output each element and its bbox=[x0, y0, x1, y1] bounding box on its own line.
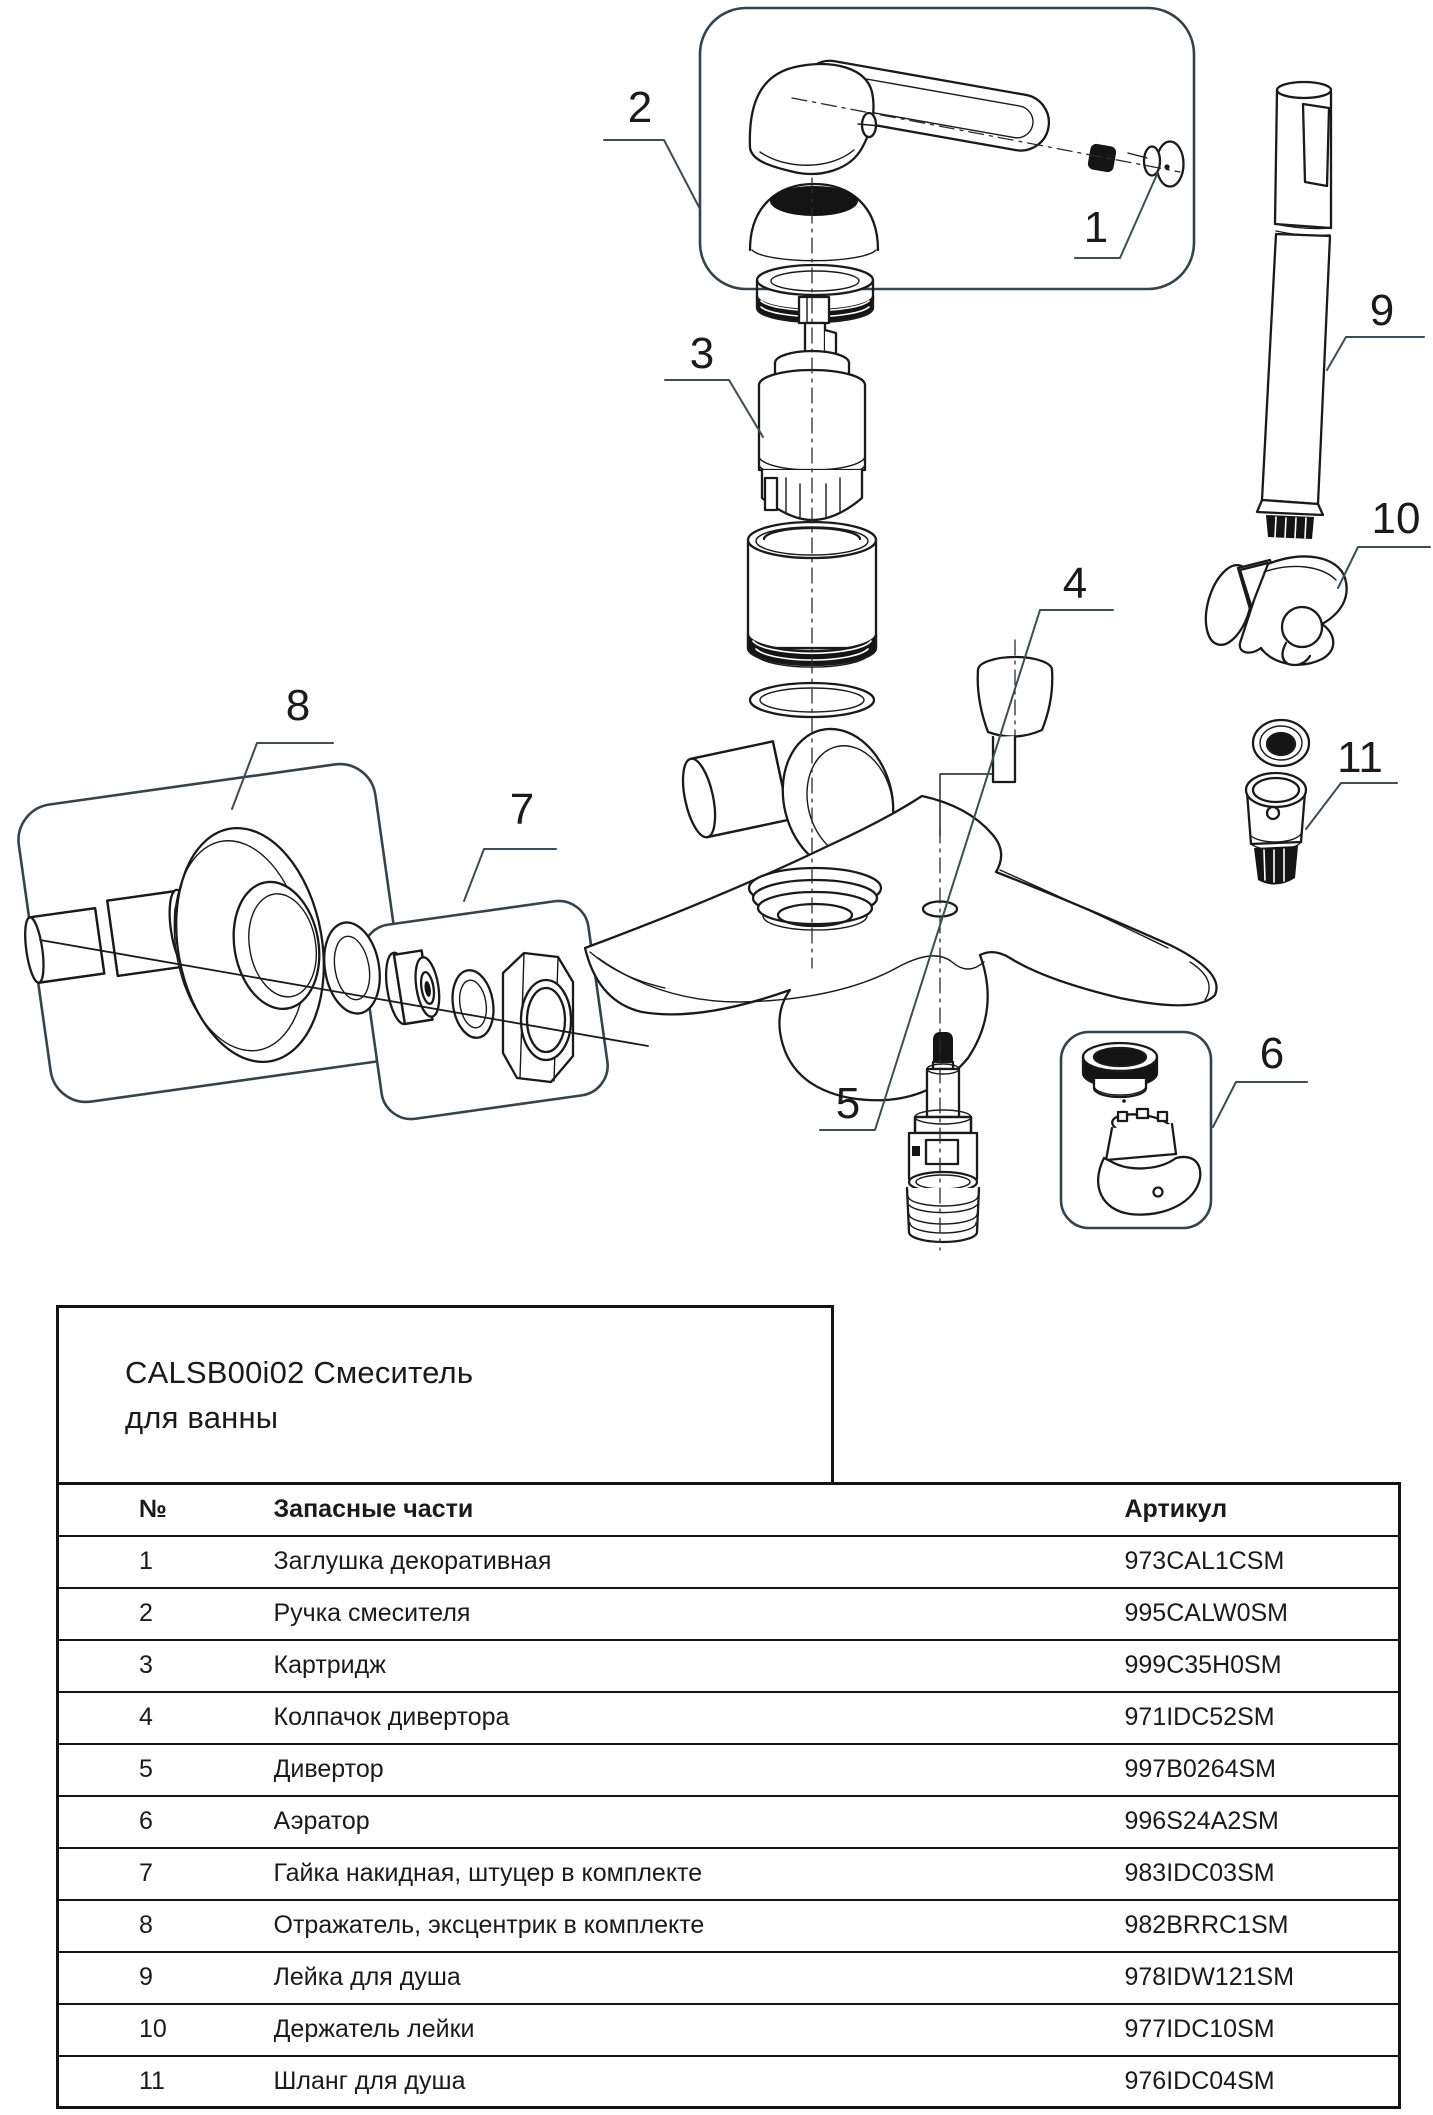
part-name: Шланг для душа bbox=[274, 2056, 1125, 2108]
leader-9 bbox=[1327, 337, 1424, 370]
table-row bbox=[58, 2004, 1400, 2056]
callout-8: 8 bbox=[285, 681, 311, 730]
leader-3 bbox=[665, 380, 763, 437]
part-sku: 995CALW0SM bbox=[1125, 1588, 1400, 1640]
table-row bbox=[58, 1536, 1400, 1588]
callout-6: 6 bbox=[1259, 1029, 1285, 1078]
table-row bbox=[58, 1640, 1400, 1692]
table-row bbox=[58, 1692, 1400, 1744]
part-name: Отражатель, эксцентрик в комплекте bbox=[274, 1900, 1125, 1952]
table-row bbox=[58, 1848, 1400, 1900]
callout-9: 9 bbox=[1369, 286, 1395, 335]
part-num: 6 bbox=[58, 1796, 274, 1848]
table-row bbox=[58, 2056, 1400, 2108]
part-num: 4 bbox=[58, 1692, 274, 1744]
part-sku: 976IDC04SM bbox=[1125, 2056, 1400, 2108]
callout-2: 2 bbox=[627, 83, 653, 132]
part-num: 1 bbox=[58, 1536, 274, 1588]
col-header-sku: Артикул bbox=[1125, 1484, 1400, 1536]
callout-1: 1 bbox=[1083, 203, 1109, 252]
hose-washer bbox=[1253, 720, 1309, 766]
union-nut bbox=[503, 953, 573, 1082]
part-sku: 978IDW121SM bbox=[1125, 1952, 1400, 2004]
parts-list bbox=[56, 1305, 1398, 2109]
part-num: 10 bbox=[58, 2004, 274, 2056]
callout-3: 3 bbox=[689, 329, 715, 378]
part-num: 3 bbox=[58, 1640, 274, 1692]
part-name: Дивертор bbox=[274, 1744, 1125, 1796]
part-name: Аэратор bbox=[274, 1796, 1125, 1848]
part-sku: 999C35H0SM bbox=[1125, 1640, 1400, 1692]
table-row bbox=[58, 1952, 1400, 2004]
part-sku: 997B0264SM bbox=[1125, 1744, 1400, 1796]
leader-11 bbox=[1306, 783, 1397, 829]
part-name: Картридж bbox=[274, 1640, 1125, 1692]
part-name: Гайка накидная, штуцер в комплекте bbox=[274, 1848, 1125, 1900]
leader-6 bbox=[1213, 1082, 1307, 1127]
shower-holder bbox=[1198, 556, 1347, 665]
callout-5: 5 bbox=[835, 1079, 861, 1128]
leader-10 bbox=[1338, 547, 1430, 588]
col-header-num: № bbox=[58, 1484, 274, 1536]
hose-connector bbox=[1246, 773, 1306, 885]
table-row bbox=[58, 1900, 1400, 1952]
callout-7: 7 bbox=[509, 785, 535, 834]
handle-set-screw bbox=[1087, 143, 1117, 173]
product-title-line2: для ванны bbox=[125, 1400, 279, 1435]
part-name: Заглушка декоративная bbox=[274, 1536, 1125, 1588]
parts-table bbox=[56, 1482, 1401, 2109]
part-name: Ручка смесителя bbox=[274, 1588, 1125, 1640]
part-name: Колпачок дивертора bbox=[274, 1692, 1125, 1744]
part-name: Держатель лейки bbox=[274, 2004, 1125, 2056]
part-sku: 971IDC52SM bbox=[1125, 1692, 1400, 1744]
col-header-name: Запасные части bbox=[274, 1484, 1125, 1536]
callout-11: 11 bbox=[1337, 733, 1383, 782]
part-num: 5 bbox=[58, 1744, 274, 1796]
part-sku: 996S24A2SM bbox=[1125, 1796, 1400, 1848]
leader-7 bbox=[464, 849, 556, 901]
product-title-line1: CALSB00i02 Смеситель bbox=[125, 1355, 474, 1390]
table-row bbox=[58, 1796, 1400, 1848]
parts-table-header bbox=[58, 1484, 1400, 1536]
table-row bbox=[58, 1744, 1400, 1796]
part-sku: 983IDC03SM bbox=[1125, 1848, 1400, 1900]
part-name: Лейка для душа bbox=[274, 1952, 1125, 2004]
part-num: 11 bbox=[58, 2056, 274, 2108]
part-sku: 982BRRC1SM bbox=[1125, 1900, 1400, 1952]
part-num: 7 bbox=[58, 1848, 274, 1900]
part-sku: 973CAL1CSM bbox=[1125, 1536, 1400, 1588]
part-sku: 977IDC10SM bbox=[1125, 2004, 1400, 2056]
table-row bbox=[58, 1588, 1400, 1640]
product-title-box bbox=[56, 1305, 834, 1482]
leader-2 bbox=[604, 140, 700, 209]
shower-handset bbox=[1257, 82, 1331, 539]
body-inlet-thread bbox=[677, 741, 789, 840]
part-num: 8 bbox=[58, 1900, 274, 1952]
callout-10: 10 bbox=[1371, 494, 1421, 543]
part-num: 9 bbox=[58, 1952, 274, 2004]
callout-4: 4 bbox=[1062, 559, 1088, 608]
part-num: 2 bbox=[58, 1588, 274, 1640]
